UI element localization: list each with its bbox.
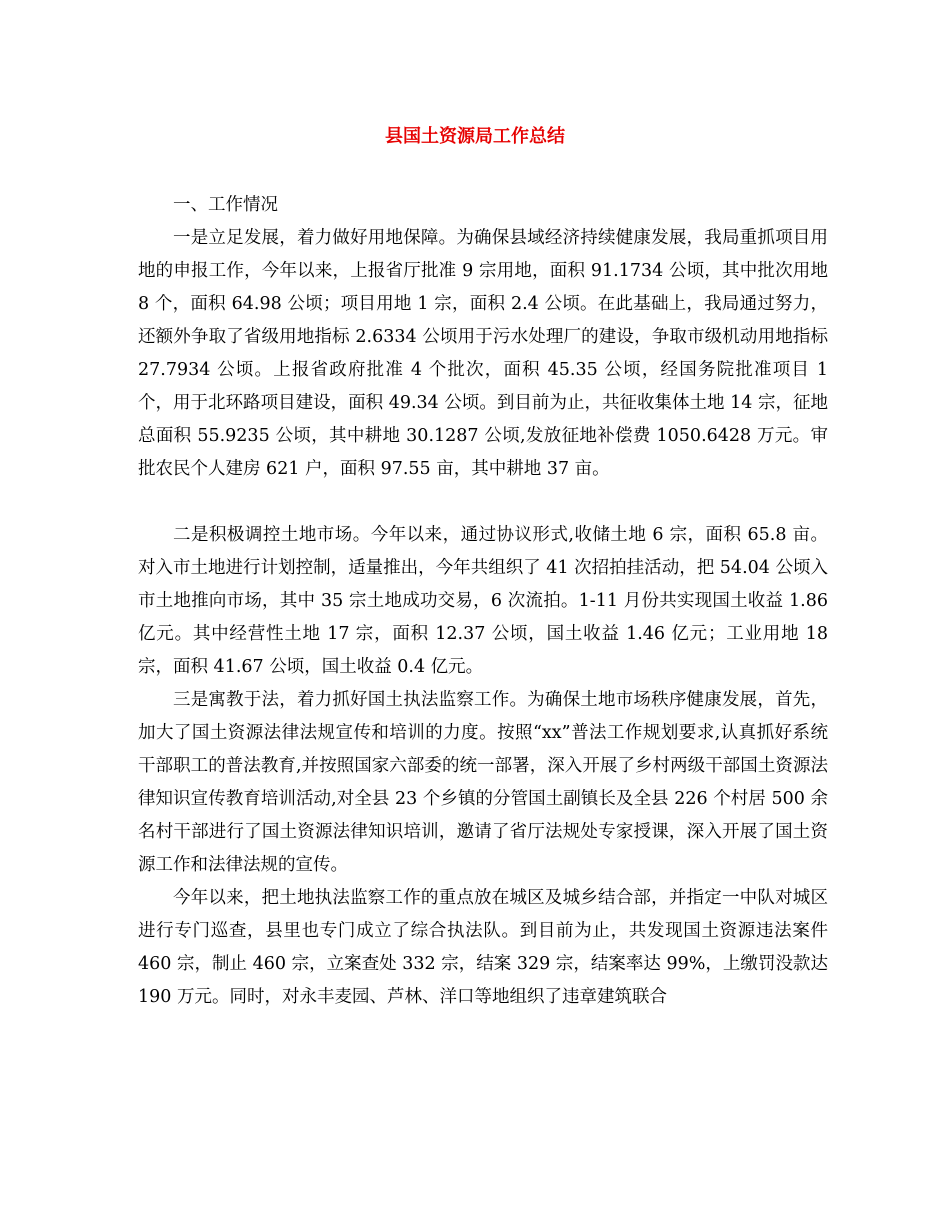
document-body — [138, 189, 828, 1014]
section-heading: 一、工作情况 — [173, 195, 278, 215]
document-title: 县国土资源局工作总结 — [385, 126, 565, 147]
paragraph-land-use-guarantee: 一是立足发展，着力做好用地保障。为确保县域经济持续健康发展，我局重抓项目用地的申报工作，今年以来，上报省厅批准 9 宗用地，面积 91.1734 公顷，其中批次用地 8 个，面积 64.98 公顷；项目用地 1 宗，面积 2.4 公顷。在此基础上，我局通过努力，还额外争取了省级用地指标 2.6334 公顷用于污水处理厂的建设，争取市级机动用地指标 27.7934 公顷。上报省政府批准 4 个批次，面积 45.35 公顷，经国务院批准项目 1 个，用于北环路项目建设，面积 49.34 公顷。到目前为止，共征收集体土地 14 宗，征地总面积 55.9235 公顷，其中耕地 30.1287 公顷,发放征地补偿费 1050.6428 万元。审批农民个人建房 621 户，面积 97.55 亩，其中耕地 37 亩。 — [138, 228, 828, 479]
paragraph-inspection-results: 今年以来，把土地执法监察工作的重点放在城区及城乡结合部，并指定一中队对城区进行专门巡查，县里也专门成立了综合执法队。到目前为止，共发现国土资源违法案件 460 宗，制止 460 宗，立案查处 332 宗，结案 329 宗，结案率达 99%，上缴罚没款达 190 万元。同时，对永丰麦园、芦林、洋口等地组织了违章建筑联合 — [138, 888, 828, 1007]
paragraph-law-enforcement: 三是寓教于法，着力抓好国土执法监察工作。为确保土地市场秩序健康发展，首先，加大了国土资源法律法规宣传和培训的力度。按照“xx”普法工作规划要求,认真抓好系统干部职工的普法教育,并按照国家六部委的统一部署，深入开展了乡村两级干部国土资源法律知识宣传教育培训活动,对全县 23 个乡镇的分管国土副镇长及全县 226 个村居 500 余名村干部进行了国土资源法律知识培训，邀请了省厅法规处专家授课，深入开展了国土资源工作和法律法规的宣传。 — [138, 690, 828, 875]
paragraph-land-market-control: 二是积极调控土地市场。今年以来，通过协议形式,收储土地 6 宗，面积 65.8 亩。对入市土地进行计划控制，适量推出，今年共组织了 41 次招拍挂活动，把 54.04 公顷入市土地推向市场，其中 35 宗土地成功交易，6 次流拍。1-11 月份共实现国土收益 1.86 亿元。其中经营性土地 17 宗，面积 12.37 公顷，国土收益 1.46 亿元；工业用地 18 宗，面积 41.67 公顷，国土收益 0.4 亿元。 — [138, 525, 828, 677]
